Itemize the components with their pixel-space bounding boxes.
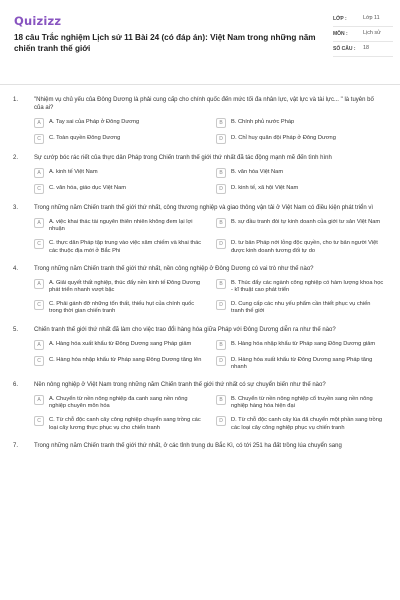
answer-options [34,218,384,255]
question-item [0,204,400,255]
option-text: A. Hàng hóa xuất khẩu từ Đông Dương sang Pháp giảm [49,340,192,347]
answer-option[interactable] [216,300,384,315]
option-letter-box: A [34,168,44,178]
worksheet-header [0,0,400,84]
question-number: 4. [13,265,19,272]
option-text: D. Cung cấp các nhu yếu phẩm cần thiết phục vụ chiến tranh thế giới [231,301,371,315]
option-text: A. Chuyển từ nền nông nghiệp đa canh sang nền nông nghiệp chuyên môn hóa [49,396,188,410]
option-text: A. kinh tế Việt Nam [49,169,98,175]
option-letter-box: D [216,184,226,194]
option-letter-box: A [34,279,44,289]
option-text: B. Hàng hóa nhập khẩu từ Pháp sang Đông Dương giảm [231,340,376,347]
answer-option[interactable] [34,279,202,294]
option-text: C. văn hóa, giáo dục Việt Nam [49,185,127,191]
option-text: B. văn hóa Việt Nam [231,169,284,175]
meta-row-subject [333,27,393,42]
question-number: 1. [13,97,19,103]
option-text: D. Chỉ huy quân đội Pháp ở Đông Dương [231,135,336,141]
option-letter-box: D [216,134,226,144]
option-letter-box: B [216,118,226,128]
option-text: D. tư bản Pháp nới lỏng độc quyền, cho tư bản người Việt được kinh doanh tương đối tự do [231,240,378,254]
question-text: Chiến tranh thế giới thứ nhất đã làm cho việc trao đổi hàng hóa giữa Pháp với Đông Dương diễn ra như thế nào? [34,326,336,333]
answer-option[interactable] [216,134,384,144]
meta-label: SỐ CÂU : [333,46,356,52]
answer-option[interactable] [216,168,384,178]
meta-row-class [333,12,393,27]
option-text: B. sự đầu tranh đòi tự kinh doanh của giới tư sản Việt Nam [231,219,381,225]
option-text: B. Chính phủ nước Pháp [231,119,295,125]
option-letter-box: A [34,218,44,228]
answer-option[interactable] [34,356,202,371]
worksheet-meta [333,12,393,57]
question-number: 2. [13,155,19,161]
answer-option[interactable] [216,118,384,128]
option-letter-box: D [216,300,226,310]
answer-option[interactable] [216,239,384,254]
option-text: A. việc khai thác tài nguyên thiên nhiên không đem lại lợi nhuận [49,219,193,233]
option-letter-box: C [34,134,44,144]
option-letter-box: B [216,218,226,228]
option-letter-box: B [216,395,226,405]
option-letter-box: A [34,340,44,350]
meta-label: LỚP : [333,16,347,22]
answer-option[interactable] [34,168,202,178]
answer-option[interactable] [34,134,202,144]
question-number: 6. [13,382,19,389]
answer-option[interactable] [34,118,202,128]
option-text: B. Thúc đẩy các ngành công nghiệp có hàm lượng khoa học - kĩ thuật cao phát triển [231,279,384,294]
question-text: "Nhiệm vụ chủ yếu của Đông Dương là phải cung cấp cho chính quốc đến mức tối đa nhân lực, vật lực và tài lực... " là tuyên bố của ai? [34,97,374,111]
option-letter-box: A [34,395,44,405]
question-item [0,265,400,316]
option-letter-box: C [34,300,44,310]
option-text: D. Hàng hóa xuất khẩu từ Đông Dương sang Pháp tăng nhanh [231,356,373,370]
question-item [0,154,400,194]
option-letter-box: B [216,340,226,350]
answer-option[interactable] [34,184,202,194]
question-list [0,96,400,460]
question-item [0,381,400,432]
question-item [0,442,400,450]
answer-options [34,340,384,371]
answer-option[interactable] [216,356,384,371]
option-letter-box: A [34,118,44,128]
answer-option[interactable] [34,416,202,431]
question-text: Trong những năm Chiến tranh thế giới thứ nhất, ở các tỉnh trung du Bắc Kì, có tới 251 ha đất trồng lúa chuyển sang [34,442,342,449]
meta-value: Lớp 11 [363,15,380,21]
option-text: D. kinh tế, xã hội Việt Nam [231,185,299,191]
meta-value: 18 [363,45,369,51]
answer-option[interactable] [216,218,384,233]
option-letter-box: B [216,168,226,178]
page-title: 18 câu Trắc nghiệm Lịch sử 11 Bài 24 (có đáp án): Việt Nam trong những năm chiến tranh thế giới [14,33,316,53]
question-text: Trong những năm Chiến tranh thế giới thứ nhất, nền công nghiệp ở Đông Dương có vai trò như thế nào? [34,265,314,272]
answer-option[interactable] [34,340,202,350]
meta-row-question-count [333,42,393,57]
question-text: Nền nông nghiệp ở Việt Nam trong những năm Chiến tranh thế giới thứ nhất có sự chuyển biến như thế nào? [34,382,326,389]
option-letter-box: D [216,416,226,426]
option-text: C. Phải gánh đỡ những tổn thất, thiếu hụt của chính quốc trong thời gian chiến tranh [49,301,195,315]
answer-option[interactable] [34,239,202,254]
question-text: Trong những năm Chiến tranh thế giới thứ nhất, công thương nghiệp và giao thông vận tải ở Việt Nam có điều kiện phát triển vì [34,205,374,211]
option-letter-box: C [34,239,44,249]
meta-value: Lịch sử [363,30,381,36]
option-letter-box: C [34,356,44,366]
option-letter-box: B [216,279,226,289]
answer-option[interactable] [216,416,384,431]
question-number: 3. [13,205,19,211]
option-text: C. Từ chỗ độc canh cây công nghiệp chuyển sang trồng các loại cây lương thực phục vụ cho chiến tranh [49,417,201,431]
option-letter-box: D [216,356,226,366]
option-text: C. Hàng hóa nhập khẩu từ Pháp sang Đông Dương tăng lên [49,356,202,363]
answer-option[interactable] [34,218,202,233]
option-text: C. Toàn quyền Đông Dương [49,135,121,141]
meta-label: MÔN : [333,31,348,37]
answer-option[interactable] [34,300,202,315]
answer-options [34,118,384,144]
option-text: B. Chuyển từ nền nông nghiệp cổ truyền sang nền nông nghiệp hàng hóa hiện đại [231,396,373,410]
answer-option[interactable] [216,395,384,410]
quizizz-logo: Quizizz [14,14,62,28]
answer-option[interactable] [34,395,202,410]
option-text: C. thực dân Pháp tập trung vào việc xâm chiếm và khai thác các thuộc địa mới ở Bắc Phi [49,240,202,254]
option-letter-box: C [34,416,44,426]
option-text: D. Từ chỗ độc canh cây lúa đã chuyển một phần sang trồng các loại cây công nghiệp phục vụ chiến tranh [231,417,383,431]
answer-options [34,395,384,432]
question-item [0,96,400,144]
answer-option[interactable] [216,184,384,194]
option-text: A. Tay sai của Pháp ở Đông Dương [49,119,140,125]
question-number: 7. [13,442,19,449]
option-letter-box: D [216,239,226,249]
option-letter-box: C [34,184,44,194]
answer-option[interactable] [216,340,384,350]
option-text: A. Giải quyết thất nghiệp, thúc đẩy nền kinh tế Đông Dương phát triển nhanh vượt bậc [49,279,201,294]
answer-options [34,279,384,316]
question-text: Sự cướp bóc rác riết của thực dân Pháp trong Chiến tranh thế giới thứ nhất đã tác động mạnh mẽ đến tình hình [34,155,332,161]
question-item [0,326,400,371]
answer-option[interactable] [216,279,384,294]
question-number: 5. [13,326,19,333]
answer-options [34,168,384,194]
header-divider [0,84,400,85]
